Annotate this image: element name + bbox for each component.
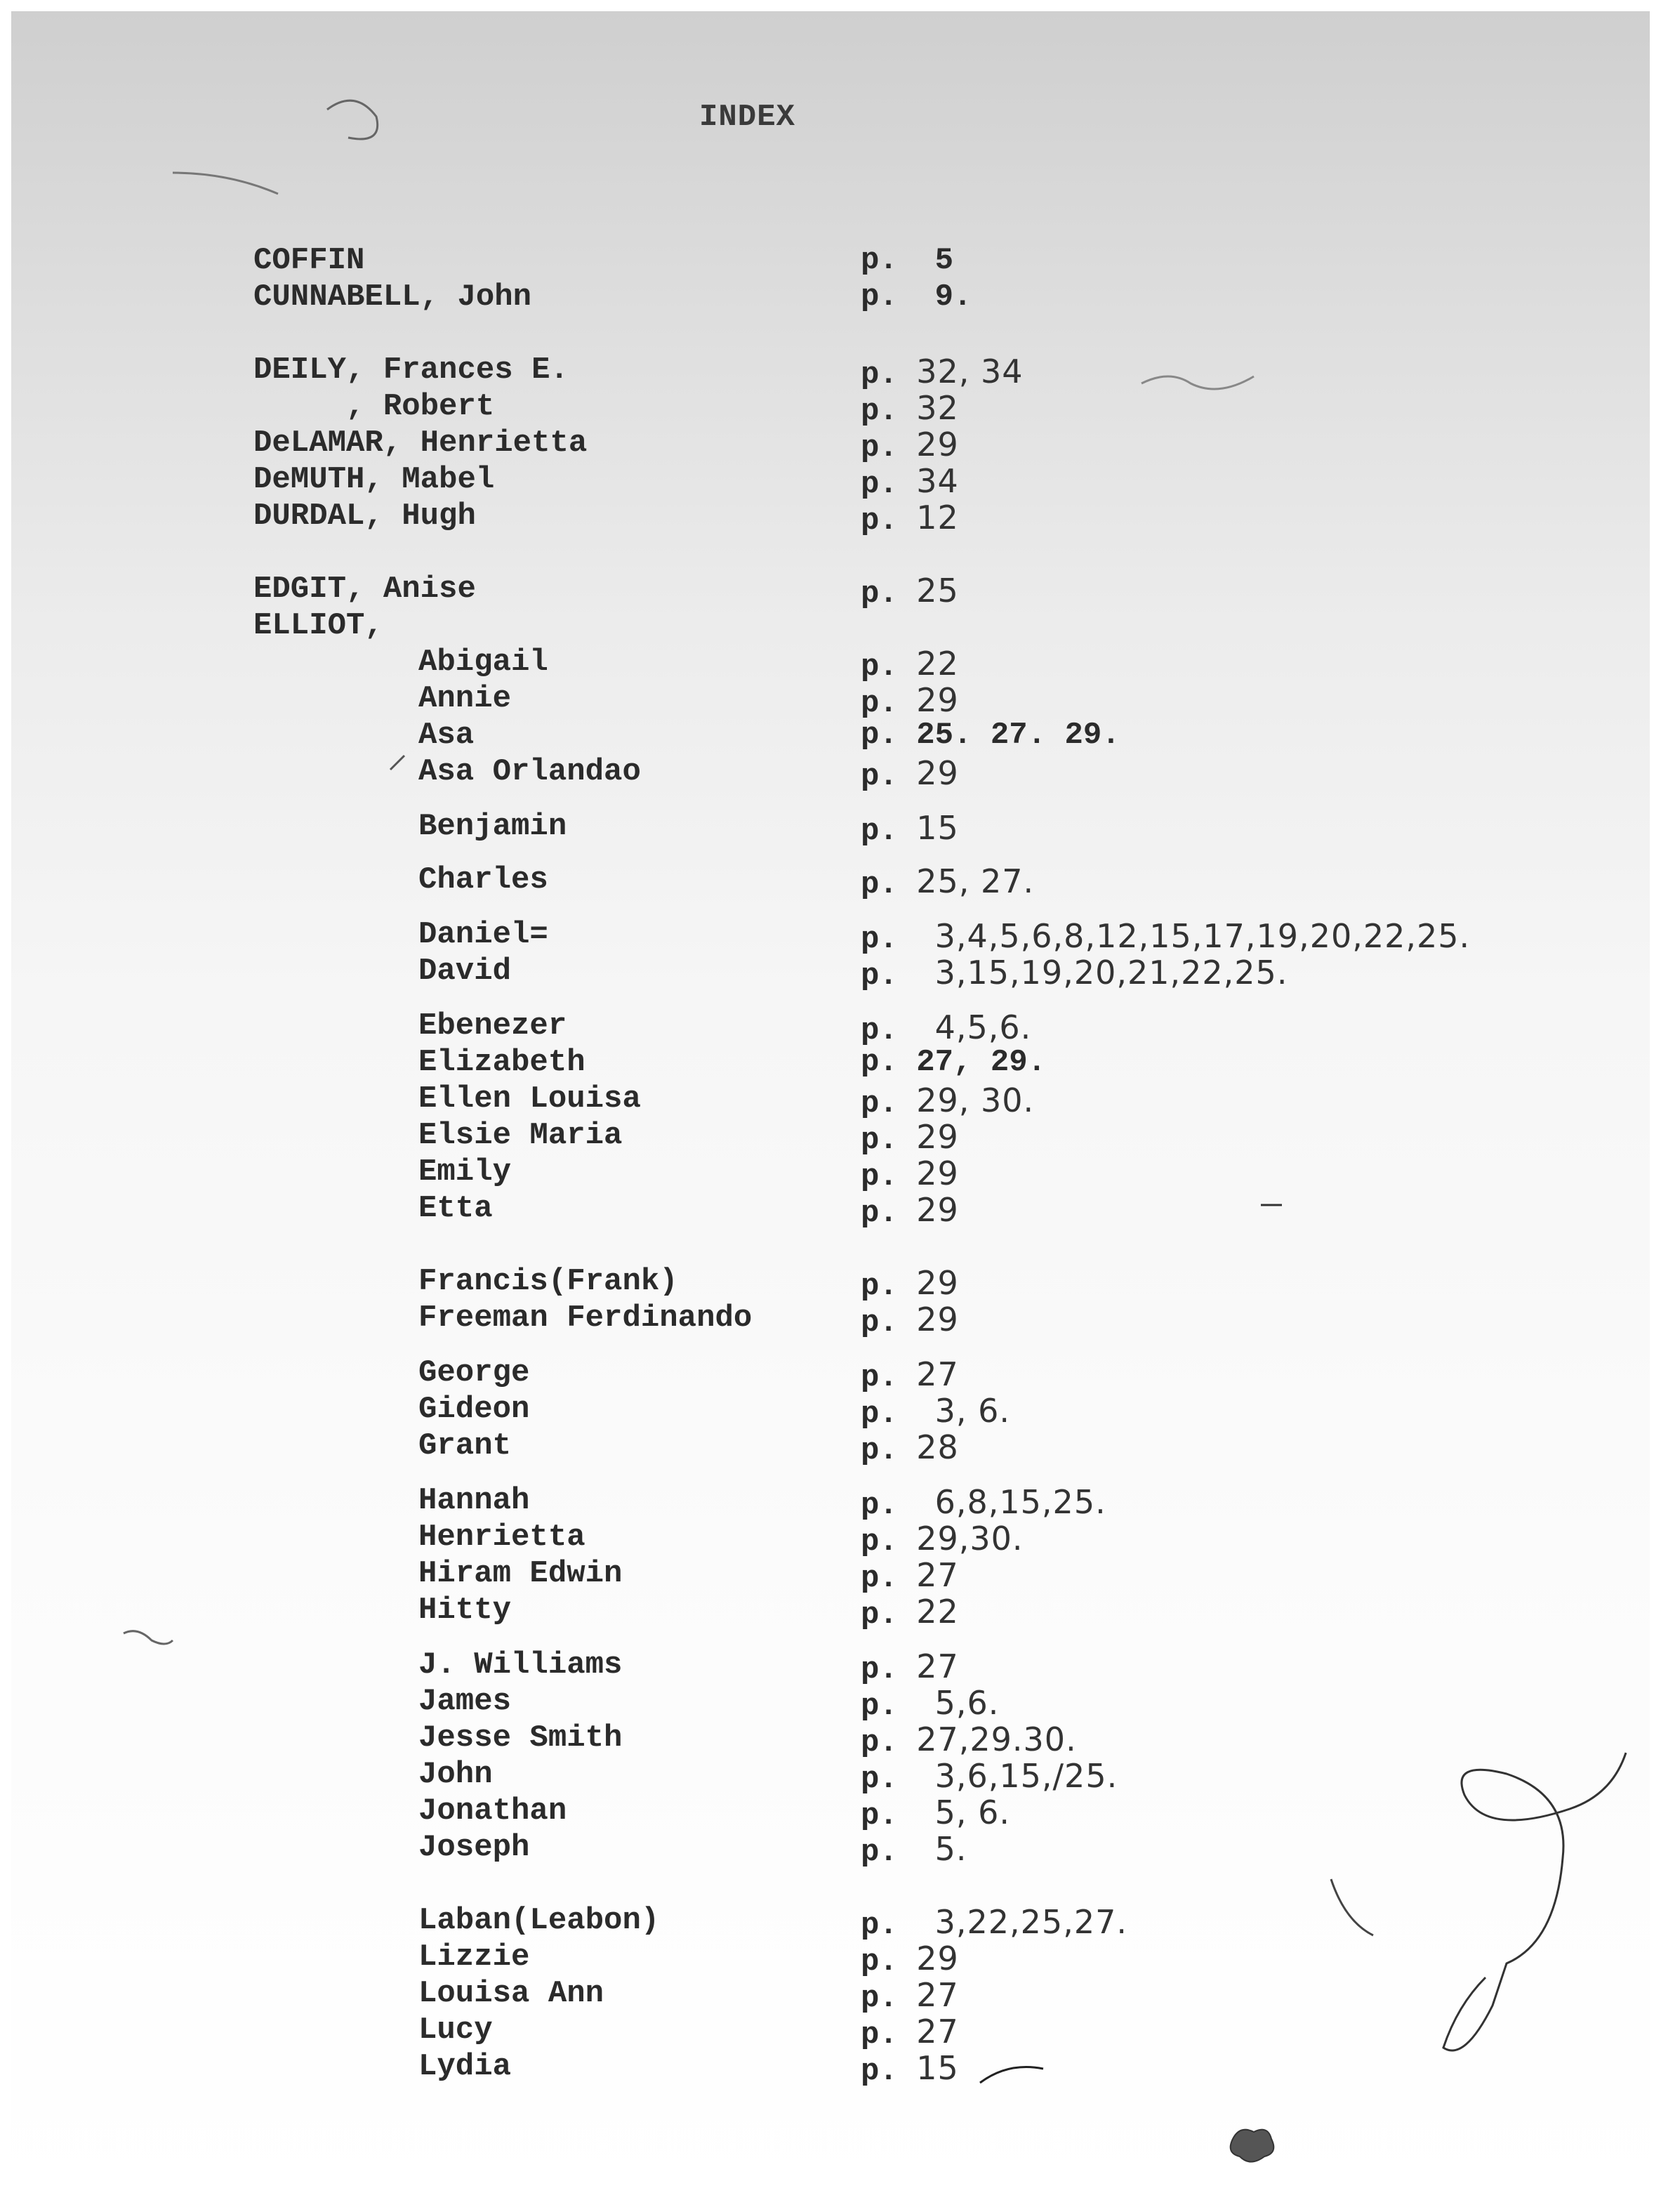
entry-prefix: p. [861,577,898,612]
entry-name: David [418,954,512,989]
entry-page-numbers: 29 [916,754,959,792]
ink-stroke [1141,376,1254,389]
entry-name: EDGIT, Anise [253,572,476,607]
entry-name: J. Williams [418,1647,623,1683]
entry-page-numbers: 29 [916,1301,959,1338]
entry-name: DURDAL, Hugh [253,499,476,534]
entry-name: Joseph [418,1830,530,1865]
entry-prefix: p. [861,1305,898,1341]
entry-page-numbers: 5. [934,1830,967,1868]
entry-page-numbers: 4,5,6. [934,1008,1032,1046]
page-title: INDEX [699,100,796,135]
entry-prefix: p. [861,1525,898,1560]
entry-prefix: p. [861,1086,898,1121]
entry-page-numbers: 25. 27. 29. [916,718,1120,753]
entry-name: ELLIOT, [253,608,383,643]
entry-prefix: p. [861,1159,898,1194]
entry-name: Hitty [418,1593,512,1628]
entry-page-numbers: 29, 30. [916,1081,1035,1119]
entry-page-numbers: 15 [916,2049,959,2087]
entry-prefix: p. [861,1123,898,1158]
ink-scribble [327,100,378,139]
entry-name: Annie [418,681,512,716]
entry-page-numbers: 22 [916,645,959,683]
entry-name: Charles [418,862,548,897]
entry-prefix: p. [861,1981,898,2016]
entry-page-numbers: 27 [916,1355,959,1393]
entry-prefix: p. [861,243,898,278]
entry-name: Gideon [418,1392,530,1427]
ink-stroke [980,2067,1043,2083]
entry-name: Elizabeth [418,1045,585,1080]
entry-page-numbers: 27 [916,2013,959,2050]
entry-name: Daniel= [418,917,548,952]
entry-prefix: p. [861,2017,898,2053]
entry-name: Francis(Frank) [418,1264,678,1299]
entry-name: Emily [418,1154,512,1190]
entry-name: DeLAMAR, Henrietta [253,426,588,461]
entry-name: Jesse Smith [418,1720,623,1756]
entry-prefix: p. [861,1561,898,1596]
entry-page-numbers: 5 [934,243,954,278]
entry-prefix: p. [861,1598,898,1633]
entry-page-numbers: 12 [916,499,959,536]
entry-name: Grant [418,1428,512,1463]
entry-name: James [418,1684,512,1719]
entry-prefix: p. [861,1725,898,1760]
entry-page-numbers: 25 [916,572,959,610]
entry-name: Abigail [418,645,548,680]
entry-name: Benjamin [418,809,567,844]
entry-page-numbers: 9. [934,279,972,315]
entry-page-numbers: 27, 29. [916,1045,1047,1080]
entry-prefix: p. [861,718,898,753]
entry-name: George [418,1355,530,1390]
entry-prefix: p. [861,686,898,721]
entry-page-numbers: 29 [916,1191,959,1229]
entry-page-numbers: 27 [916,1647,959,1685]
entry-prefix: p. [861,1798,898,1834]
entry-name: Lizzie [418,1940,530,1975]
entry-name: Freeman Ferdinando [418,1301,753,1336]
entry-page-numbers: 22 [916,1593,959,1631]
entry-name: Asa Orlandao [418,754,641,789]
entry-page-numbers: 27 [916,1556,959,1594]
entry-prefix: p. [861,1652,898,1687]
entry-name: COFFIN [253,243,365,278]
entry-prefix: p. [861,650,898,685]
entry-prefix: p. [861,1360,898,1395]
entry-page-numbers: 6,8,15,25. [934,1483,1106,1521]
page-marks [11,11,1650,2201]
entry-prefix: p. [861,959,898,994]
entry-prefix: p. [861,503,898,539]
entry-prefix: p. [861,1488,898,1523]
ink-stroke [390,756,404,770]
entry-page-numbers: 3,22,25,27. [934,1903,1127,1941]
entry-page-numbers: 29 [916,681,959,719]
entry-page-numbers: 15 [916,809,959,847]
loose-thread [1443,1753,1626,2050]
ink-scribble [124,1631,173,1644]
entry-prefix: p. [861,279,898,315]
entry-page-numbers: 34 [916,462,959,500]
entry-page-numbers: 27 [916,1976,959,2014]
ink-stroke [173,173,278,194]
entry-page-numbers: 3,15,19,20,21,22,25. [934,954,1288,992]
entry-page-numbers: 28 [916,1428,959,1466]
entry-name: Jonathan [418,1793,567,1829]
entry-name: Etta [418,1191,493,1226]
entry-name: Lucy [418,2013,493,2048]
entry-prefix: p. [861,1397,898,1432]
entry-page-numbers: 29 [916,1118,959,1156]
entry-name: DeMUTH, Mabel [253,462,495,497]
entry-prefix: p. [861,814,898,849]
entry-page-numbers: 29 [916,1264,959,1302]
entry-page-numbers: 5,6. [934,1684,1000,1722]
entry-page-numbers: 3, 6. [934,1392,1011,1430]
entry-prefix: p. [861,867,898,902]
entry-prefix: p. [861,394,898,429]
entry-page-numbers: 32 [916,389,959,427]
entry-prefix: p. [861,1013,898,1048]
entry-page-numbers: 3,4,5,6,8,12,15,17,19,20,22,25. [934,917,1471,955]
entry-name: Lydia [418,2049,512,2084]
entry-prefix: p. [861,1835,898,1870]
debris-blot [1231,2130,1274,2162]
entry-page-numbers: 29 [916,1154,959,1192]
entry-prefix: p. [861,1269,898,1304]
entry-page-numbers: 29 [916,426,959,463]
entry-prefix: p. [861,467,898,502]
entry-name: Hiram Edwin [418,1556,623,1591]
entry-name: , Robert [253,389,495,424]
entry-page-numbers: 5, 6. [934,1793,1011,1831]
entry-prefix: p. [861,1762,898,1797]
entry-name: Hannah [418,1483,530,1518]
entry-page-numbers: 32, 34 [916,353,1024,390]
entry-page-numbers: 27,29.30. [916,1720,1077,1758]
entry-prefix: p. [861,1045,898,1080]
entry-name: Elsie Maria [418,1118,623,1153]
entry-page-numbers: 25, 27. [916,862,1035,900]
entry-prefix: p. [861,1433,898,1468]
entry-name: Ebenezer [418,1008,567,1044]
entry-prefix: p. [861,1944,898,1980]
entry-page-numbers: 29,30. [916,1520,1024,1558]
entry-name: John [418,1757,493,1792]
entry-name: Henrietta [418,1520,585,1555]
loose-thread [1331,1879,1373,1935]
entry-name: CUNNABELL, John [253,279,532,315]
entry-page-numbers: 3,6,15,/25. [934,1757,1118,1795]
entry-prefix: p. [861,1908,898,1943]
entry-prefix: p. [861,357,898,393]
entry-name: DEILY, Frances E. [253,353,569,388]
entry-prefix: p. [861,759,898,794]
entry-prefix: p. [861,2054,898,2089]
entry-name: Laban(Leabon) [418,1903,660,1938]
entry-prefix: p. [861,922,898,957]
entry-name: Asa [418,718,475,753]
entry-prefix: p. [861,1689,898,1724]
entry-page-numbers: 29 [916,1940,959,1977]
entry-prefix: p. [861,430,898,466]
entry-name: Ellen Louisa [418,1081,641,1117]
entry-name: Louisa Ann [418,1976,604,2011]
entry-prefix: p. [861,1196,898,1231]
index-page [11,11,1650,2201]
